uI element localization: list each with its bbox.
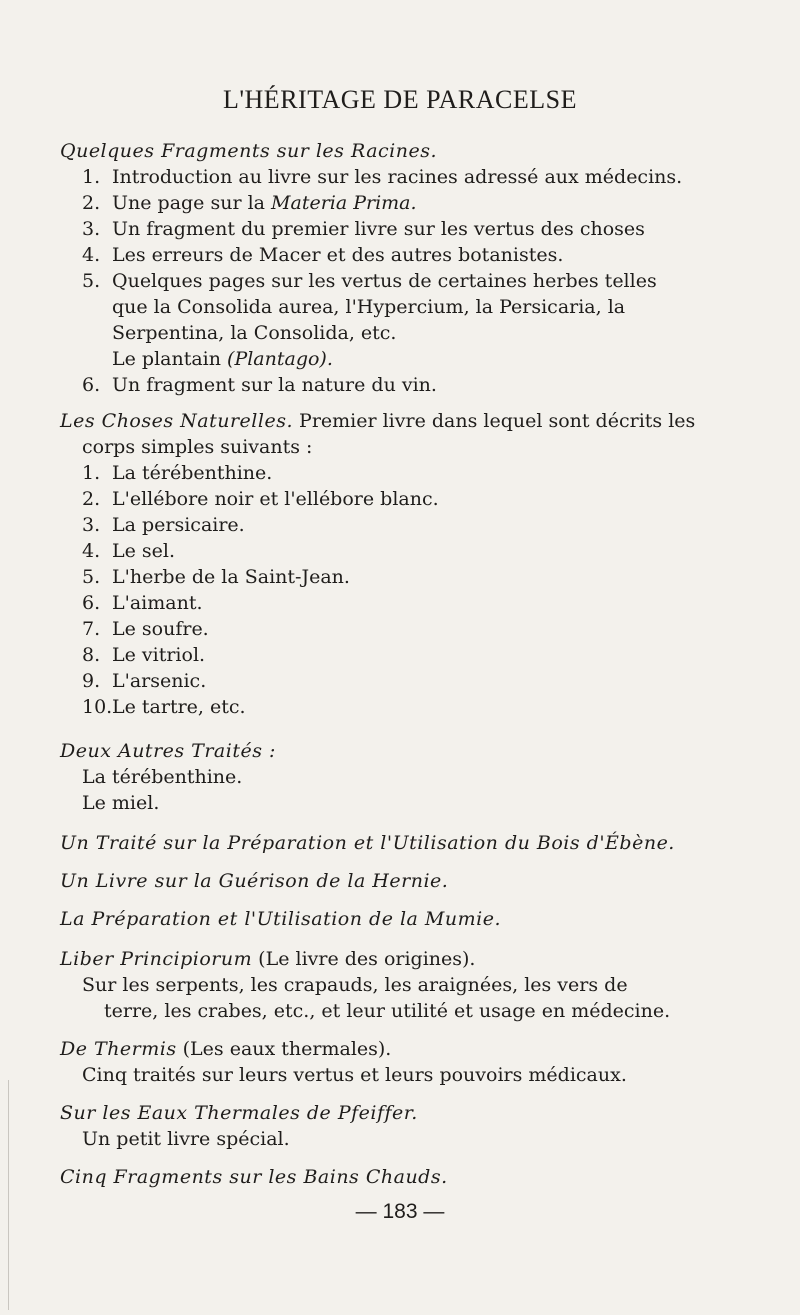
list-item: 1. Introduction au livre sur les racines adressé aux médecins. (82, 166, 683, 188)
section-mumie: La Préparation et l'Utilisation de la Mumie. (60, 908, 501, 930)
text-line: Cinq traités sur leurs vertus et leurs pouvoirs médicaux. (82, 1064, 627, 1086)
list-item: 8. Le vitriol. (82, 644, 206, 666)
list-item: 6. Un fragment sur la nature du vin. (82, 374, 437, 396)
list-item-continuation: que la Consolida aurea, l'Hypercium, la Persicaria, la (112, 296, 626, 318)
section-title: Deux Autres Traités : (60, 740, 276, 762)
text-line: La térébenthine. (82, 766, 243, 788)
section-title: Quelques Fragments sur les Racines. (60, 140, 438, 162)
section-bains-chauds: Cinq Fragments sur les Bains Chauds. (60, 1166, 448, 1188)
running-header: L'HÉRITAGE DE PARACELSE (222, 85, 578, 114)
section-title: Sur les Eaux Thermales de Pfeiffer. (60, 1102, 418, 1124)
section-de-thermis: De Thermis (Les eaux thermales). Cinq traités sur leurs vertus et leurs pouvoirs médicaux. (60, 1036, 740, 1088)
list-item: 9. L'arsenic. (82, 670, 207, 692)
list-item: 4. Les erreurs de Macer et des autres botanistes. (82, 244, 564, 266)
list-item: 6. L'aimant. (82, 592, 203, 614)
list-item-continuation: Le plantain (Plantago). (112, 348, 333, 370)
section-racines (60, 138, 740, 398)
section-bois-ebene: Un Traité sur la Préparation et l'Utilisation du Bois d'Ébène. (60, 832, 675, 854)
section-liber-principiorum: Liber Principiorum (Le livre des origines). Sur les serpents, les crapauds, les araignées, les vers de terre, les crabes, etc., et leur utilité et usage en médecine. (60, 946, 740, 1024)
section-title: Liber Principiorum (60, 948, 253, 970)
list-item: 2. L'ellébore noir et l'ellébore blanc. (82, 488, 439, 510)
text-line: terre, les crabes, etc., et leur utilité et usage en médecine. (104, 1000, 671, 1022)
list-item: 1. La térébenthine. (82, 462, 273, 484)
list-item: 4. Le sel. (82, 540, 176, 562)
section-title: De Thermis (60, 1038, 177, 1060)
page-edge-shadow (8, 1080, 9, 1310)
list-item: 5. Quelques pages sur les vertus de certaines herbes telles (82, 270, 657, 292)
section-title: Les Choses Naturelles. (60, 410, 293, 432)
page-number: — 183 — (355, 1200, 445, 1223)
text-line: Le miel. (82, 792, 160, 814)
racines-list (82, 164, 740, 398)
list-item: 3. La persicaire. (82, 514, 245, 536)
list-item: 10. Le tartre, etc. (82, 696, 246, 718)
text-line: Sur les serpents, les crapauds, les araignées, les vers de (82, 974, 628, 996)
text-line: Un petit livre spécial. (82, 1128, 290, 1150)
section-eaux-pfeiffer (60, 1100, 740, 1152)
section-deux-autres-traites (60, 738, 740, 816)
list-item-continuation: Serpentina, la Consolida, etc. (112, 322, 397, 344)
section-hernie: Un Livre sur la Guérison de la Hernie. (60, 870, 449, 892)
list-item: 7. Le soufre. (82, 618, 209, 640)
list-item: 5. L'herbe de la Saint-Jean. (82, 566, 350, 588)
list-item: 3. Un fragment du premier livre sur les vertus des choses (82, 218, 645, 240)
corps-simples-list (82, 460, 740, 720)
list-item: 2. Une page sur la Materia Prima. (82, 192, 417, 214)
section-choses-naturelles: Les Choses Naturelles. Premier livre dans lequel sont décrits les corps simples suivants : 1. La térébenthine. 2. L'ellébore noir et l'ellébore blanc. 3. La persicaire. 4. Le sel. 5. L'herbe de la Saint-Jean. 6. L'aimant. 7. Le soufre. 8. Le vitriol. 9. L'arsenic. 10. Le tartre, etc. (60, 408, 740, 720)
